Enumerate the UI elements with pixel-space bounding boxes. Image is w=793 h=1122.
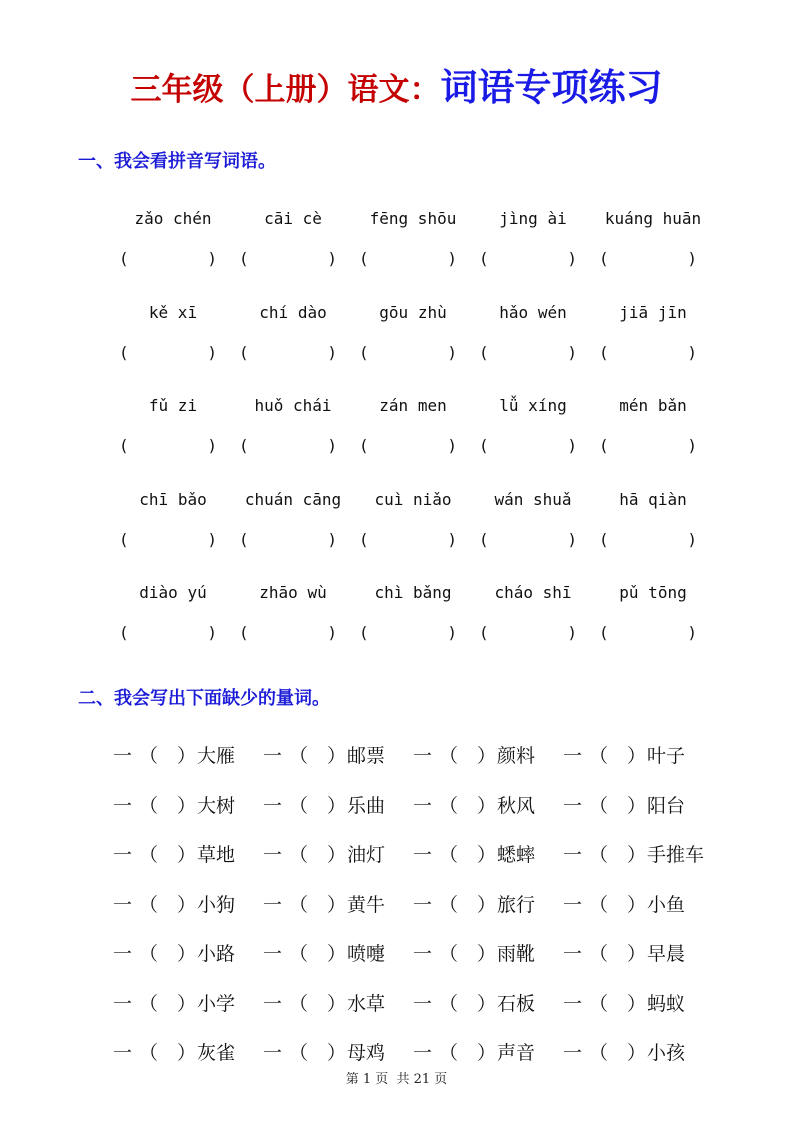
title-topic: 词语专项练习 [440, 66, 663, 109]
open-paren: （ [289, 794, 309, 817]
section-1-heading: 一、我会看拼音写词语。 [78, 151, 276, 172]
pinyin-item [593, 393, 703, 473]
measure-word-item[interactable] [413, 1038, 563, 1068]
close-paren: ) [447, 623, 457, 642]
open-paren: ( [359, 623, 369, 642]
pinyin-text: gōu zhù [379, 302, 447, 322]
prefix-one: 一 [413, 1042, 433, 1064]
close-paren: ） [477, 794, 497, 817]
close-paren: ） [477, 745, 497, 767]
measure-word-item[interactable] [413, 989, 563, 1019]
close-paren: ） [477, 893, 497, 916]
measure-word-row [113, 741, 713, 791]
prefix-one: 一 [113, 943, 133, 965]
open-paren: ( [599, 342, 609, 362]
open-paren: ( [119, 342, 129, 362]
prefix-one: 一 [413, 794, 433, 817]
pinyin-item [473, 206, 583, 286]
answer-blank[interactable] [119, 433, 217, 459]
answer-blank[interactable] [359, 620, 457, 646]
noun-text: 颜料 [497, 745, 536, 767]
measure-word-item[interactable] [113, 989, 263, 1019]
measure-word-row [113, 890, 713, 940]
pinyin-item [113, 487, 223, 567]
noun-text: 声音 [497, 1042, 536, 1064]
open-paren: （ [289, 844, 309, 866]
pinyin-row [113, 206, 713, 300]
close-paren: ） [177, 745, 197, 767]
close-paren: ) [687, 623, 697, 642]
open-paren: （ [289, 1042, 309, 1064]
open-paren: （ [139, 1042, 159, 1064]
close-paren: ) [567, 342, 577, 362]
pinyin-exercise-grid [113, 206, 713, 674]
close-paren: ) [327, 529, 337, 549]
open-paren: ( [239, 623, 249, 642]
pinyin-item [113, 580, 223, 660]
noun-text: 大树 [197, 794, 236, 817]
open-paren: ( [479, 249, 489, 268]
noun-text: 雨靴 [497, 943, 536, 965]
measure-word-item[interactable] [263, 791, 413, 821]
open-paren: ( [479, 436, 489, 455]
pinyin-item [593, 580, 703, 660]
prefix-one: 一 [113, 1042, 133, 1064]
noun-text: 水草 [347, 992, 386, 1015]
prefix-one: 一 [113, 893, 133, 916]
close-paren: ） [627, 943, 647, 965]
open-paren: ( [479, 529, 489, 549]
prefix-one: 一 [563, 1042, 583, 1064]
measure-word-item[interactable] [563, 890, 713, 920]
prefix-one: 一 [563, 893, 583, 916]
noun-text: 小路 [197, 943, 236, 965]
noun-text: 小狗 [197, 893, 236, 916]
answer-blank[interactable] [479, 527, 577, 553]
answer-blank[interactable] [119, 620, 217, 646]
open-paren: ( [359, 436, 369, 455]
pinyin-item [473, 300, 583, 380]
noun-text: 秋风 [497, 794, 536, 817]
measure-word-item[interactable] [263, 989, 413, 1019]
close-paren: ） [327, 844, 347, 866]
open-paren: （ [139, 943, 159, 965]
close-paren: ) [687, 529, 697, 549]
answer-blank[interactable] [119, 527, 217, 553]
pinyin-item [593, 487, 703, 567]
measure-word-item[interactable] [413, 840, 563, 870]
answer-blank[interactable] [239, 527, 337, 553]
answer-blank[interactable] [239, 340, 337, 366]
open-paren: （ [139, 992, 159, 1015]
open-paren: （ [439, 745, 459, 767]
prefix-one: 一 [563, 794, 583, 817]
prefix-one: 一 [413, 992, 433, 1015]
pinyin-text: cháo shī [494, 583, 572, 602]
close-paren: ） [177, 794, 197, 817]
pinyin-text: fǔ zi [148, 396, 198, 415]
pinyin-text: chuán cāng [244, 489, 342, 509]
pinyin-item [353, 487, 463, 567]
measure-word-item[interactable] [113, 939, 263, 969]
pinyin-item [353, 393, 463, 473]
answer-blank[interactable] [239, 433, 337, 459]
prefix-one: 一 [413, 844, 433, 866]
close-paren: ） [627, 844, 647, 866]
close-paren: ） [327, 943, 347, 965]
measure-word-row [113, 989, 713, 1039]
pinyin-text: kuáng huān [604, 209, 702, 228]
measure-word-row [113, 791, 713, 841]
pinyin-text: chí dào [259, 302, 327, 322]
pinyin-row [113, 487, 713, 581]
measure-word-item[interactable] [563, 939, 713, 969]
measure-word-item[interactable] [413, 939, 563, 969]
open-paren: ( [119, 623, 129, 642]
page-footer: 第 1 页 共 21 页 [345, 1072, 448, 1087]
measure-word-item[interactable] [563, 741, 713, 771]
pinyin-item [233, 300, 343, 380]
prefix-one: 一 [263, 745, 283, 767]
measure-word-item[interactable] [263, 1038, 413, 1068]
pinyin-text: zhāo wù [259, 583, 327, 602]
pinyin-item [353, 580, 463, 660]
pinyin-item [593, 206, 703, 286]
prefix-one: 一 [263, 844, 283, 866]
open-paren: ( [119, 529, 129, 549]
close-paren: ) [687, 342, 697, 362]
section-2-heading: 二、我会写出下面缺少的量词。 [78, 688, 330, 709]
pinyin-text: chī bǎo [139, 489, 207, 509]
measure-word-exercise-grid [113, 741, 713, 1088]
close-paren: ） [627, 794, 647, 817]
close-paren: ） [477, 844, 497, 866]
prefix-one: 一 [563, 745, 583, 767]
pinyin-item [233, 487, 343, 567]
open-paren: ( [599, 249, 609, 268]
close-paren: ) [567, 249, 577, 268]
close-paren: ） [177, 1042, 197, 1064]
close-paren: ) [207, 623, 217, 642]
open-paren: ( [599, 436, 609, 455]
pinyin-text: wán shuǎ [494, 489, 572, 509]
prefix-one: 一 [263, 992, 283, 1015]
open-paren: （ [589, 893, 609, 916]
close-paren: ） [327, 992, 347, 1015]
answer-blank[interactable] [479, 246, 577, 272]
answer-blank[interactable] [359, 527, 457, 553]
close-paren: ) [207, 529, 217, 549]
open-paren: （ [439, 992, 459, 1015]
answer-blank[interactable] [599, 433, 697, 459]
pinyin-text: jìng ài [499, 209, 567, 228]
noun-text: 灰雀 [197, 1042, 236, 1064]
pinyin-row [113, 393, 713, 487]
prefix-one: 一 [113, 844, 133, 866]
pinyin-item [233, 206, 343, 286]
open-paren: （ [589, 745, 609, 767]
answer-blank[interactable] [119, 246, 217, 272]
prefix-one: 一 [413, 943, 433, 965]
measure-word-row [113, 840, 713, 890]
noun-text: 阳台 [647, 794, 686, 817]
close-paren: ) [207, 436, 217, 455]
noun-text: 叶子 [647, 745, 686, 767]
measure-word-item[interactable] [563, 791, 713, 821]
answer-blank[interactable] [479, 620, 577, 646]
open-paren: （ [289, 943, 309, 965]
noun-text: 喷嚏 [347, 943, 386, 965]
open-paren: （ [589, 1042, 609, 1064]
noun-text: 小学 [197, 992, 236, 1015]
close-paren: ) [447, 342, 457, 362]
pinyin-text: diào yú [139, 583, 207, 602]
close-paren: ) [567, 529, 577, 549]
pinyin-item [353, 206, 463, 286]
pinyin-text: hǎo wén [499, 302, 567, 322]
open-paren: （ [139, 844, 159, 866]
answer-blank[interactable] [599, 620, 697, 646]
open-paren: ( [359, 529, 369, 549]
close-paren: ) [687, 436, 697, 455]
pinyin-text: zǎo chén [134, 209, 212, 228]
pinyin-text: lǚ xíng [499, 396, 567, 415]
open-paren: （ [589, 992, 609, 1015]
answer-blank[interactable] [119, 340, 217, 366]
pinyin-item [113, 206, 223, 286]
open-paren: （ [139, 794, 159, 817]
close-paren: ) [447, 436, 457, 455]
page-title [0, 62, 793, 114]
close-paren: ） [477, 1042, 497, 1064]
close-paren: ） [327, 794, 347, 817]
measure-word-item[interactable] [563, 989, 713, 1019]
open-paren: （ [589, 794, 609, 817]
close-paren: ） [177, 943, 197, 965]
measure-word-item[interactable] [113, 840, 263, 870]
pinyin-row [113, 300, 713, 394]
pinyin-item [233, 580, 343, 660]
answer-blank[interactable] [599, 246, 697, 272]
pinyin-item [353, 300, 463, 380]
prefix-one: 一 [413, 745, 433, 767]
pinyin-text: cāi cè [264, 209, 322, 228]
open-paren: （ [289, 992, 309, 1015]
open-paren: ( [239, 249, 249, 268]
measure-word-item[interactable] [113, 791, 263, 821]
close-paren: ） [627, 1042, 647, 1064]
pinyin-item [233, 393, 343, 473]
open-paren: ( [239, 529, 249, 549]
noun-text: 旅行 [497, 893, 536, 916]
close-paren: ） [177, 844, 197, 866]
measure-word-item[interactable] [113, 741, 263, 771]
open-paren: （ [439, 844, 459, 866]
open-paren: ( [119, 249, 129, 268]
close-paren: ) [327, 249, 337, 268]
noun-text: 小鱼 [647, 893, 686, 916]
pinyin-item [473, 487, 583, 567]
prefix-one: 一 [563, 844, 583, 866]
answer-blank[interactable] [359, 340, 457, 366]
close-paren: ） [177, 893, 197, 916]
close-paren: ) [447, 529, 457, 549]
close-paren: ) [567, 623, 577, 642]
open-paren: （ [589, 943, 609, 965]
open-paren: （ [439, 1042, 459, 1064]
close-paren: ） [477, 992, 497, 1015]
measure-word-item[interactable] [263, 741, 413, 771]
open-paren: ( [119, 436, 129, 455]
pinyin-item [113, 300, 223, 380]
prefix-one: 一 [113, 992, 133, 1015]
close-paren: ） [627, 893, 647, 916]
noun-text: 母鸡 [347, 1042, 386, 1064]
prefix-one: 一 [563, 992, 583, 1015]
measure-word-item[interactable] [413, 890, 563, 920]
noun-text: 乐曲 [347, 794, 386, 817]
prefix-one: 一 [263, 893, 283, 916]
pinyin-item [593, 300, 703, 380]
answer-blank[interactable] [239, 620, 337, 646]
pinyin-text: zán men [379, 396, 447, 415]
noun-text: 草地 [197, 844, 236, 866]
close-paren: ） [327, 745, 347, 767]
prefix-one: 一 [263, 943, 283, 965]
open-paren: （ [289, 893, 309, 916]
noun-text: 早晨 [647, 943, 686, 965]
close-paren: ） [627, 745, 647, 767]
open-paren: ( [359, 249, 369, 268]
measure-word-item[interactable] [113, 1038, 263, 1068]
measure-word-row [113, 939, 713, 989]
answer-blank[interactable] [479, 433, 577, 459]
pinyin-text: huǒ chái [254, 396, 332, 415]
pinyin-text: pǔ tōng [619, 583, 687, 602]
open-paren: （ [589, 844, 609, 866]
answer-blank[interactable] [479, 340, 577, 366]
answer-blank[interactable] [599, 527, 697, 553]
prefix-one: 一 [263, 794, 283, 817]
open-paren: ( [599, 529, 609, 549]
open-paren: （ [289, 745, 309, 767]
measure-word-item[interactable] [263, 840, 413, 870]
answer-blank[interactable] [239, 246, 337, 272]
close-paren: ) [207, 342, 217, 362]
noun-text: 蟋蟀 [497, 844, 536, 866]
answer-blank[interactable] [359, 433, 457, 459]
measure-word-item[interactable] [563, 1038, 713, 1068]
open-paren: ( [239, 342, 249, 362]
close-paren: ） [477, 943, 497, 965]
title-grade: 三年级（上册）语文： [130, 72, 441, 108]
pinyin-text: hā qiàn [619, 489, 687, 509]
open-paren: （ [139, 745, 159, 767]
pinyin-row [113, 580, 713, 674]
pinyin-text: fēng shōu [369, 209, 457, 228]
close-paren: ） [327, 893, 347, 916]
pinyin-text: mén bǎn [619, 396, 687, 415]
prefix-one: 一 [113, 794, 133, 817]
open-paren: （ [439, 943, 459, 965]
prefix-one: 一 [263, 1042, 283, 1064]
open-paren: ( [479, 623, 489, 642]
open-paren: （ [139, 893, 159, 916]
noun-text: 邮票 [347, 745, 386, 767]
close-paren: ） [327, 1042, 347, 1064]
pinyin-item [473, 393, 583, 473]
measure-word-item[interactable] [413, 791, 563, 821]
measure-word-item[interactable] [113, 890, 263, 920]
measure-word-item[interactable] [563, 840, 713, 870]
open-paren: ( [239, 436, 249, 455]
prefix-one: 一 [413, 893, 433, 916]
pinyin-text: chì bǎng [374, 583, 452, 602]
open-paren: （ [439, 893, 459, 916]
close-paren: ) [207, 249, 217, 268]
close-paren: ) [687, 249, 697, 268]
noun-text: 石板 [497, 992, 536, 1015]
close-paren: ） [627, 992, 647, 1015]
open-paren: （ [439, 794, 459, 817]
measure-word-item[interactable] [263, 890, 413, 920]
close-paren: ) [567, 436, 577, 455]
close-paren: ） [177, 992, 197, 1015]
pinyin-text: kě xī [148, 302, 198, 322]
noun-text: 黄牛 [347, 893, 386, 916]
noun-text: 蚂蚁 [647, 992, 686, 1015]
pinyin-item [113, 393, 223, 473]
open-paren: ( [599, 623, 609, 642]
close-paren: ) [447, 249, 457, 268]
open-paren: ( [479, 342, 489, 362]
noun-text: 小孩 [647, 1042, 686, 1064]
noun-text: 手推车 [647, 844, 705, 866]
prefix-one: 一 [563, 943, 583, 965]
answer-blank[interactable] [359, 246, 457, 272]
prefix-one: 一 [113, 745, 133, 767]
measure-word-item[interactable] [263, 939, 413, 969]
open-paren: ( [359, 342, 369, 362]
measure-word-item[interactable] [413, 741, 563, 771]
answer-blank[interactable] [599, 340, 697, 366]
pinyin-text: jiā jīn [619, 302, 687, 322]
close-paren: ) [327, 342, 337, 362]
close-paren: ) [327, 436, 337, 455]
pinyin-item [473, 580, 583, 660]
close-paren: ) [327, 623, 337, 642]
pinyin-text: cuì niǎo [374, 489, 452, 509]
noun-text: 大雁 [197, 745, 236, 767]
noun-text: 油灯 [347, 844, 386, 866]
